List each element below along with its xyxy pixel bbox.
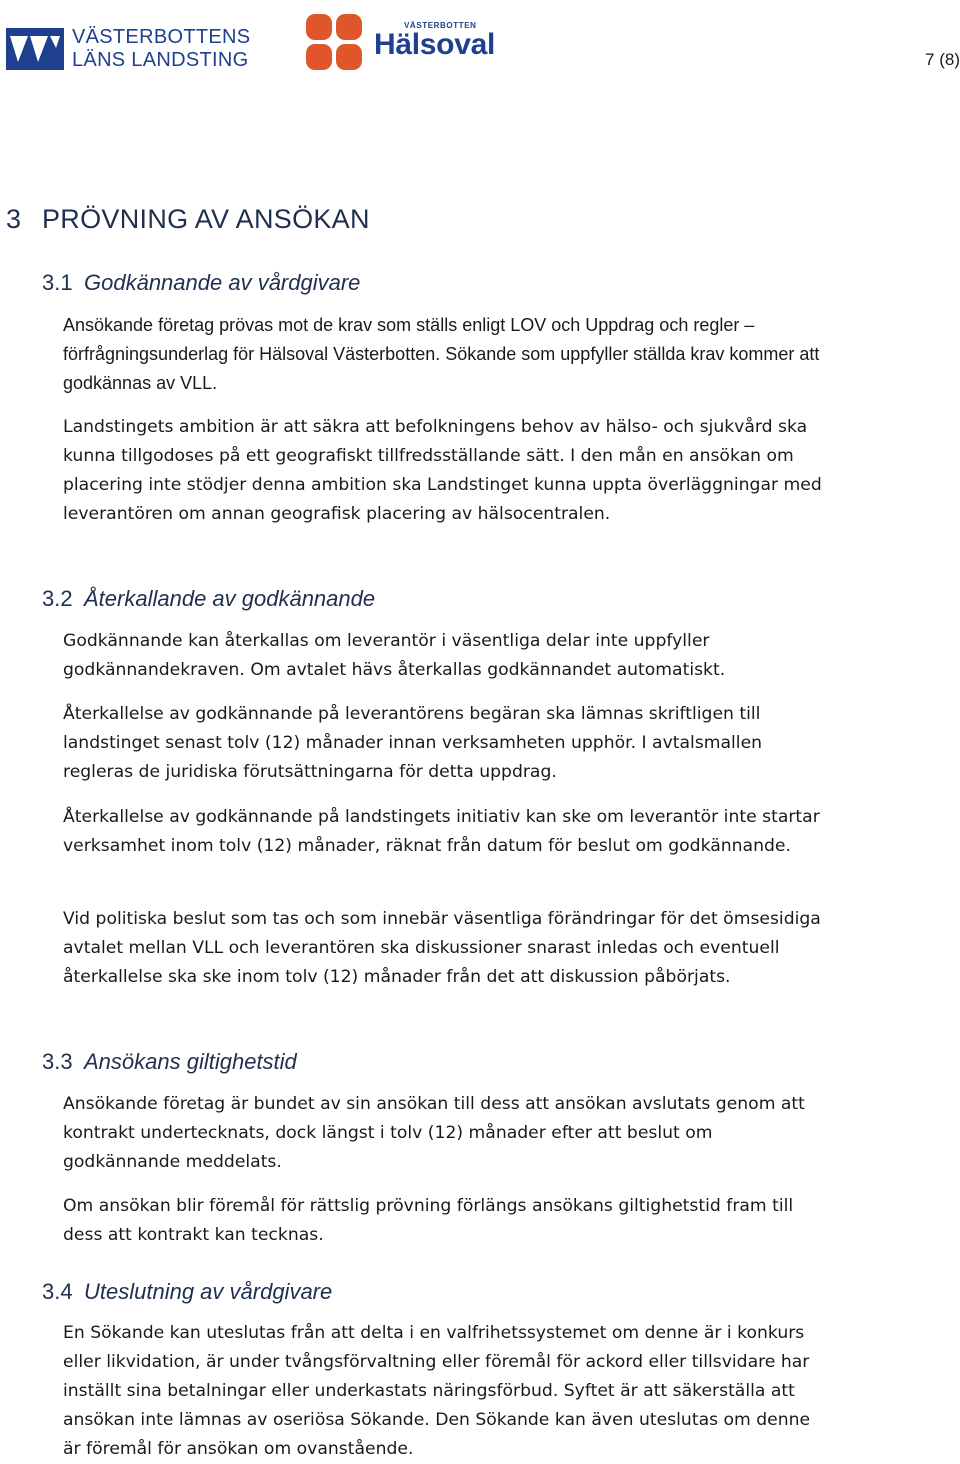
section-number: 3 bbox=[6, 204, 22, 234]
paragraph: Landstingets ambition är att säkra att befolkningens behov av hälso- och sjukvård ska kunna tillgodoses på ett geografiskt tillfredsställande sätt. I den mån en ansökan om placering inte stödjer denna ambition ska Landstinget kunna uppta överläggningar med leverantören om annan geografisk placering av hälsocentralen. bbox=[63, 417, 822, 524]
subsection-number: 3.3 bbox=[42, 1049, 73, 1074]
subsection-number: 3.1 bbox=[42, 270, 73, 295]
subsection-title: Ansökans giltighetstid bbox=[84, 1049, 297, 1074]
vll-logo-line1: VÄSTERBOTTENS bbox=[72, 26, 251, 48]
paragraph: Godkännande kan återkallas om leverantör i väsentliga delar inte uppfyller godkännandekraven. Om avtalet hävs återkallas godkännandet automatiskt. bbox=[63, 631, 726, 680]
subsection-heading-3-3 bbox=[42, 1049, 297, 1075]
subsection-heading-3-1 bbox=[42, 270, 360, 296]
paragraph: Ansökande företag prövas mot de krav som ställs enligt LOV och Uppdrag och regler – förfrågningsunderlag för Hälsoval Västerbotten. Sökande som uppfyller ställda krav kommer att godkännas av VLL. bbox=[63, 315, 820, 393]
vll-logo-icon bbox=[6, 28, 64, 70]
page-number: 7 (8) bbox=[925, 50, 960, 69]
halsoval-wordmark: Hälsoval bbox=[374, 28, 495, 61]
section-title: PRÖVNING AV ANSÖKAN bbox=[42, 204, 370, 234]
subsection-title: Återkallande av godkännande bbox=[84, 586, 376, 611]
halsoval-region-label: VÄSTERBOTTEN bbox=[404, 21, 477, 30]
paragraph: Om ansökan blir föremål för rättslig prövning förlängs ansökans giltighetstid fram till dess att kontrakt kan tecknas. bbox=[63, 1196, 794, 1245]
vll-logo-line2: LÄNS LANDSTING bbox=[72, 49, 249, 71]
paragraph: Ansökande företag är bundet av sin ansökan till dess att ansökan avslutats genom att kontrakt undertecknats, dock längst i tolv (12) månader efter att beslut om godkännande meddelats. bbox=[63, 1094, 805, 1172]
paragraph: Återkallelse av godkännande på leverantörens begäran ska lämnas skriftligen till landstinget senast tolv (12) månader innan verksamheten upphör. I avtalsmallen regleras de juridiska förutsättningarna för detta uppdrag. bbox=[63, 704, 763, 782]
subsection-number: 3.2 bbox=[42, 586, 73, 611]
halsoval-logo bbox=[304, 12, 495, 72]
subsection-title: Godkännande av vårdgivare bbox=[84, 270, 361, 295]
section-heading bbox=[6, 204, 370, 235]
paragraph: Vid politiska beslut som tas och som innebär väsentliga förändringar för det ömsesidiga avtalet mellan VLL och leverantören ska diskussioner snarast inledas och eventuell återkallelse ska ske inom tolv (12) månader från det att diskussion påbörjats. bbox=[63, 909, 821, 987]
vll-logo bbox=[6, 26, 250, 72]
page-header bbox=[0, 0, 960, 90]
subsection-heading-3-4 bbox=[42, 1279, 332, 1305]
paragraph: Återkallelse av godkännande på landstingets initiativ kan ske om leverantör inte startar verksamhet inom tolv (12) månader, räknat från datum för beslut om godkännande. bbox=[63, 807, 820, 856]
subsection-title: Uteslutning av vårdgivare bbox=[84, 1279, 333, 1304]
halsoval-clover-icon bbox=[304, 12, 364, 72]
subsection-heading-3-2 bbox=[42, 586, 375, 612]
subsection-number: 3.4 bbox=[42, 1279, 73, 1304]
paragraph: En Sökande kan uteslutas från att delta i en valfrihetssystemet om denne är i konkurs eller likvidation, är under tvångsförvaltning eller föremål för ackord eller tillsvidare har inställt sina betalningar eller underkastats näringsförbud. Syftet är att säkerställa att ansökan inte lämnas av oseriösa Sökande. Den Sökande kan även uteslutas om denne är föremål för ansökan om ovanstående. bbox=[63, 1323, 811, 1459]
